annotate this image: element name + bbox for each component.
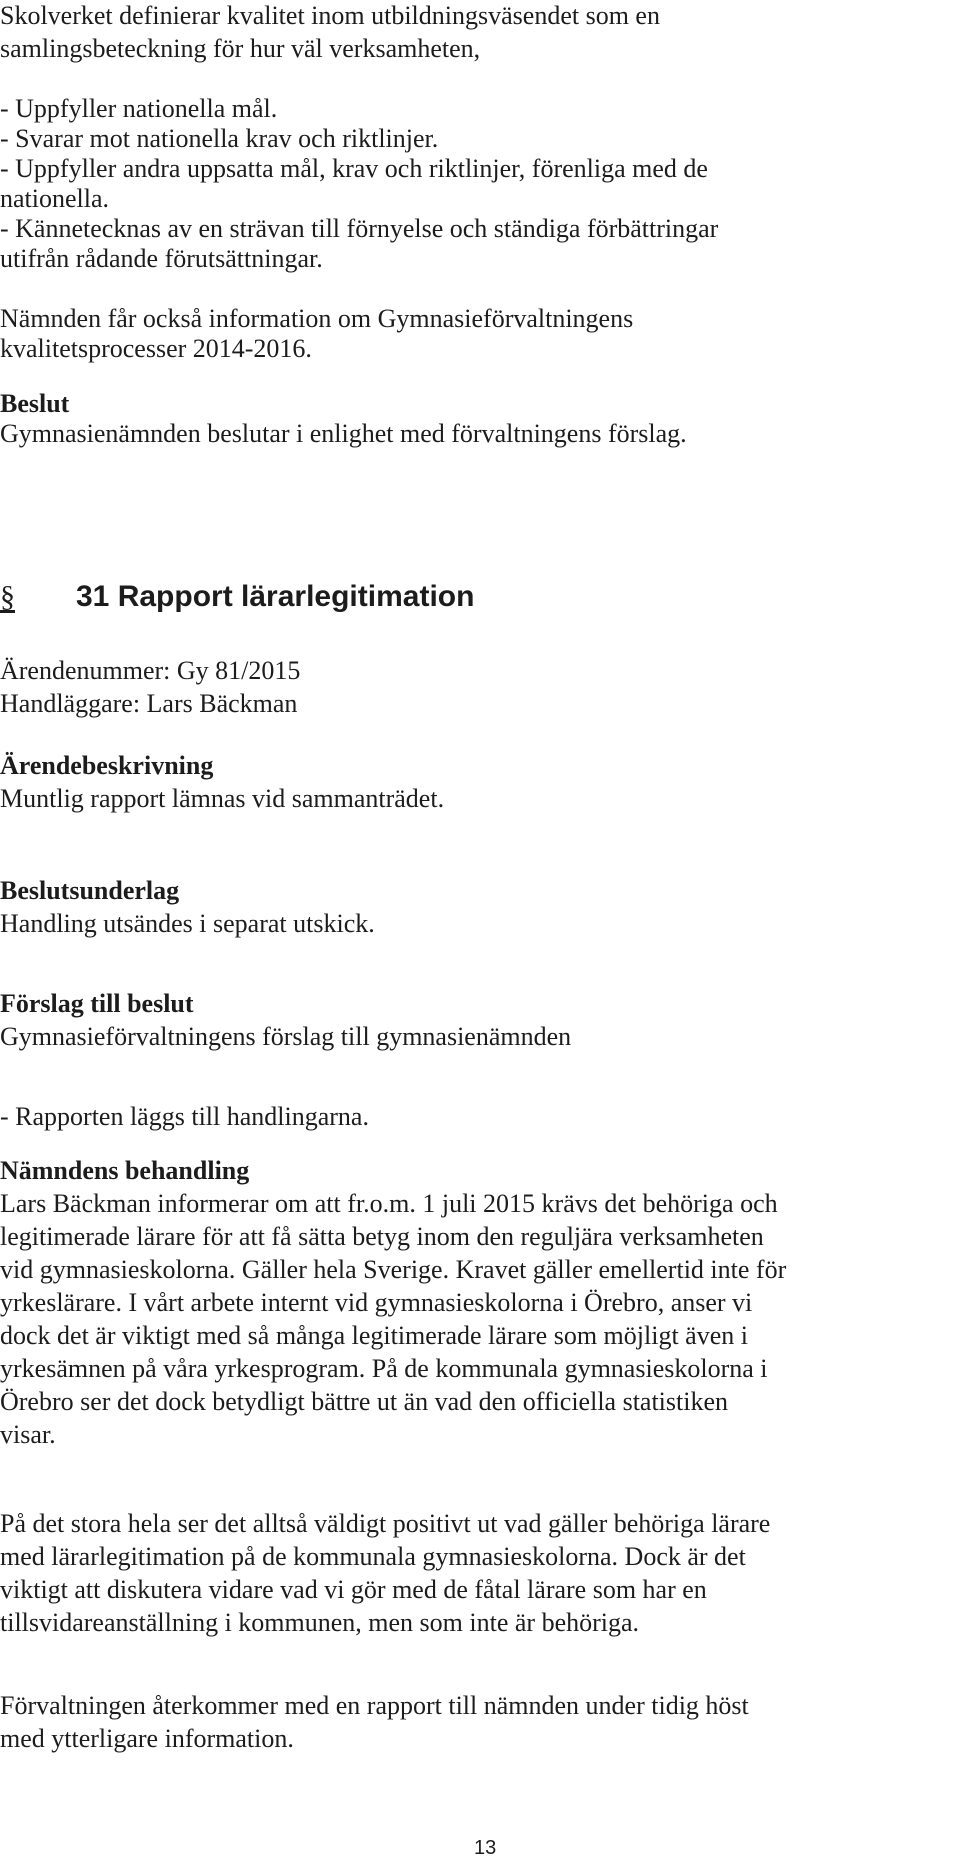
intro-line: samlingsbeteckning för hur väl verksamheten, [0,34,481,63]
proposal-item: - Rapporten läggs till handlingarna. [0,1102,369,1131]
proposal-label: Förslag till beslut [0,989,194,1018]
bullet-item: - Kännetecknas av en strävan till förnyelse och ständiga förbättringar [0,214,719,243]
paragraph-symbol: § [0,580,15,613]
basis-text: Handling utsändes i separat utskick. [0,909,375,938]
proposal-text: Gymnasieförvaltningens förslag till gymnasienämnden [0,1022,572,1051]
info-line: kvalitetsprocesser 2014-2016. [0,334,312,363]
page-number: 13 [474,1837,497,1859]
paragraph-line: med lärarlegitimation på de kommunala gymnasieskolorna. Dock är det [0,1542,746,1571]
handling-line: legitimerade lärare för att få sätta betyg inom den reguljära verksamheten [0,1222,764,1251]
paragraph-line: med ytterligare information. [0,1724,294,1753]
handling-line: Örebro ser det dock betydligt bättre ut än vad den officiella statistiken [0,1387,729,1416]
paragraph-line: Förvaltningen återkommer med en rapport till nämnden under tidig höst [0,1691,749,1720]
decision-label: Beslut [0,389,70,418]
description-label: Ärendebeskrivning [0,751,214,780]
paragraph-line: På det stora hela ser det alltså väldigt positivt ut vad gäller behöriga lärare [0,1509,771,1538]
bullet-item: - Svarar mot nationella krav och riktlinjer. [0,124,439,153]
handling-line: dock det är viktigt med så många legitimerade lärare som möjligt även i [0,1321,748,1350]
section-title: 31 Rapport lärarlegitimation [76,580,475,613]
bullet-item: - Uppfyller andra uppsatta mål, krav och riktlinjer, förenliga med de [0,154,708,183]
bullet-item-continuation: utifrån rådande förutsättningar. [0,244,323,273]
bullet-item: - Uppfyller nationella mål. [0,94,278,123]
info-line: Nämnden får också information om Gymnasieförvaltningens [0,304,634,333]
case-number: Ärendenummer: Gy 81/2015 [0,656,301,685]
handling-line: visar. [0,1420,56,1449]
handling-line: yrkeslärare. I vårt arbete internt vid gymnasieskolorna i Örebro, anser vi [0,1288,753,1317]
section-heading [0,577,474,617]
decision-text: Gymnasienämnden beslutar i enlighet med förvaltningens förslag. [0,419,687,448]
basis-label: Beslutsunderlag [0,876,180,905]
paragraph-line: viktigt att diskutera vidare vad vi gör med de fåtal lärare som har en [0,1575,707,1604]
bullet-item-continuation: nationella. [0,184,110,213]
description-text: Muntlig rapport lämnas vid sammanträdet. [0,784,445,813]
handling-line: vid gymnasieskolorna. Gäller hela Sverige. Kravet gäller emellertid inte för [0,1255,787,1284]
case-handler: Handläggare: Lars Bäckman [0,689,298,718]
handling-label: Nämndens behandling [0,1156,250,1185]
paragraph-line: tillsvidareanställning i kommunen, men som inte är behöriga. [0,1608,640,1637]
handling-line: Lars Bäckman informerar om att fr.o.m. 1 juli 2015 krävs det behöriga och [0,1189,778,1218]
intro-line: Skolverket definierar kvalitet inom utbildningsväsendet som en [0,1,660,30]
handling-line: yrkesämnen på våra yrkesprogram. På de kommunala gymnasieskolorna i [0,1354,768,1383]
